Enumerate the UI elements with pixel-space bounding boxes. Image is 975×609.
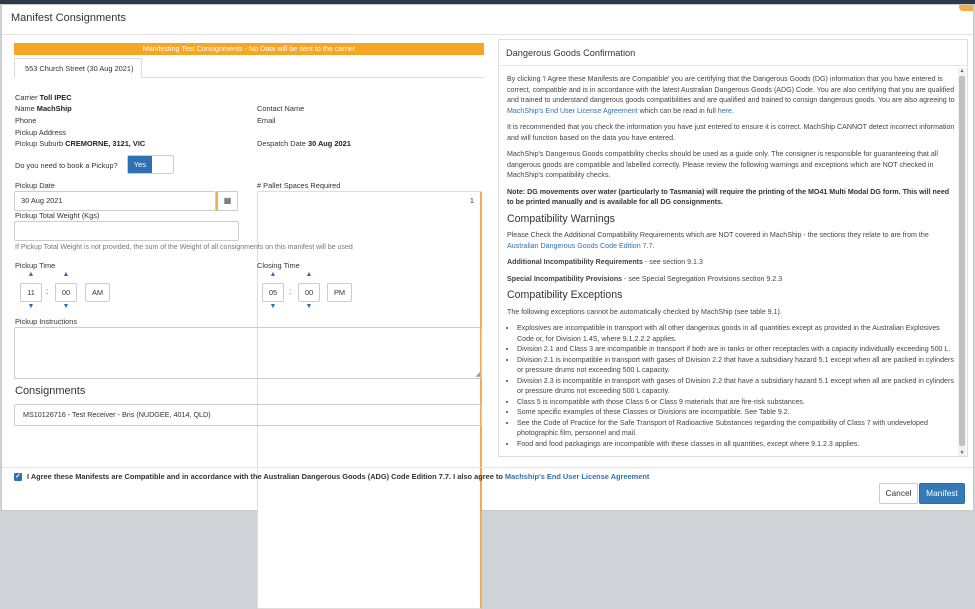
- dg-panel-title: Dangerous Goods Confirmation: [499, 40, 967, 66]
- agree-row: [14, 472, 649, 481]
- name-value: MachShip: [36, 104, 72, 113]
- email-label: Email: [257, 116, 276, 125]
- pickup-ampm-button[interactable]: AM: [85, 283, 110, 302]
- pickup-instructions-textarea[interactable]: [14, 327, 482, 379]
- agree-text: I Agree these Manifests are Compatible and in accordance with the Australian Dangerous Goods (ADG) Code Edition 7.7. I also agree to: [27, 472, 505, 481]
- p1-text: By clicking 'I Agree these Manifests are Compatible' you are certifying that the Dangerous Goods (DG) information that you have entered is correct, compatible and is in accordance with the latest Australian Dangerous Goods (ADG) Code. You are also certifying that you are qualified and trained to understand dangerous goods compatibilities and are qualified and trained to consign dangerous goods. You are also agreeing to: [507, 75, 955, 104]
- dg-paragraph-guide: MachShip's Dangerous Goods compatibility checks should be used as a guide only. The consigner is responsible for guaranteeing that all dangerous goods are compatible and labelled correctly. Please review the following warnings and exceptions which are NOT checked in MachShip's compatibility checks.: [507, 150, 938, 179]
- dg-paragraph-recommend: It is recommended that you check the information you have just entered to ensure it is correct. MachShip CANNOT detect incorrect information and will function based on the data you have entered.: [507, 123, 955, 142]
- phone-label: Phone: [15, 116, 37, 125]
- pickup-hour-up-icon[interactable]: ▲: [27, 271, 35, 278]
- toggle-yes[interactable]: Yes: [128, 156, 152, 173]
- pickup-hour-input[interactable]: 11: [20, 283, 42, 302]
- req1-rest: - see section 9.1.3: [642, 258, 703, 266]
- p5-end: .: [652, 241, 655, 250]
- calendar-icon[interactable]: ▦: [216, 191, 238, 211]
- warnings-heading: Compatibility Warnings: [507, 212, 615, 225]
- list-item: • Division 2.1 and Class 3 are incompatible in transport if both are in tanks or other receptacles with a capacity individually exceeding 500 L.: [517, 344, 955, 355]
- agree-checkbox[interactable]: ✓: [15, 473, 21, 481]
- close-icon[interactable]: [959, 5, 973, 11]
- closing-minute-down-icon[interactable]: ▼: [305, 303, 313, 310]
- pickup-weight-input[interactable]: [14, 221, 239, 241]
- exceptions-intro: The following exceptions cannot be automatically checked by MachShip (see table 9.1).: [507, 307, 782, 316]
- closing-minute-up-icon[interactable]: ▲: [305, 271, 313, 278]
- weight-hint: If Pickup Total Weight is not provided, the sum of the Weight of all consignments on this manifest will be used: [15, 244, 353, 251]
- here-link[interactable]: here: [717, 106, 732, 115]
- exceptions-list: [507, 323, 955, 449]
- tab-pickup-location[interactable]: 553 Church Street (30 Aug 2021): [14, 58, 142, 78]
- pickup-time-label: Pickup Time: [15, 261, 56, 270]
- pickup-address-label: Pickup Address: [15, 128, 66, 137]
- list-item: • Division 2.3 is incompatible in transport with gases of Division 2.2 that have a subsidiary hazard 5.1 except when all are packed in cylinders or pressure drums not exceeding 500 L capacity.: [517, 376, 955, 397]
- resize-grip-icon[interactable]: ◢: [475, 372, 480, 378]
- p1-end: .: [731, 106, 734, 115]
- pickup-date-input[interactable]: 30 Aug 2021: [14, 191, 216, 211]
- pickup-suburb-value: CREMORNE, 3121, VIC: [65, 139, 146, 148]
- dg-scrollbar[interactable]: [958, 68, 966, 456]
- p5-text: Please Check the Additional Compatibility Requirements which are NOT covered in MachShip - the sections they relate to are from the: [507, 231, 929, 239]
- pallet-spaces-input[interactable]: 1: [257, 191, 482, 609]
- pickup-hour-down-icon[interactable]: ▼: [27, 303, 35, 310]
- despatch-label: Despatch Date: [257, 139, 306, 148]
- book-pickup-label: Do you need to book a Pickup?: [15, 161, 118, 170]
- list-item: • Explosives are incompatible in transport with all other dangerous goods in all quantities except as provided in the Australian Explosives Code or, for Division 1.4S, where 9.1.2.2.2 applies.: [517, 323, 955, 344]
- dg-panel-body: [507, 74, 955, 449]
- manifest-button[interactable]: Manifest: [919, 483, 965, 504]
- req2-rest: - see Special Segregation Provisions section 9.2.3: [622, 274, 783, 283]
- dg-paragraph-warnings: [507, 230, 955, 251]
- scroll-down-icon[interactable]: ▼: [959, 450, 965, 456]
- req2-bold: Special Incompatibility Provisions: [507, 274, 623, 283]
- requirement-special: [507, 274, 955, 285]
- closing-hour-up-icon[interactable]: ▲: [269, 271, 277, 278]
- despatch-row: [257, 139, 351, 148]
- time-colon: :: [46, 287, 49, 296]
- list-item: • Class 5 is incompatible with those Class 6 or Class 9 materials that are fire-risk substances.: [517, 397, 955, 408]
- consignments-heading: Consignments: [15, 385, 86, 397]
- pickup-weight-label: Pickup Total Weight (Kgs): [15, 211, 100, 220]
- time-colon: :: [289, 287, 292, 296]
- pickup-suburb-row: [15, 139, 145, 148]
- dg-confirmation-panel: [498, 39, 968, 457]
- contact-name-label: Contact Name: [257, 104, 305, 113]
- manifest-form: [14, 39, 486, 469]
- dg-paragraph-note: Note: DG movements over water (particularly to Tasmania) will require the printing of the MO41 Multi Modal DG form. This will need to be printed manually and is available for all DG consignments.: [507, 187, 950, 206]
- pickup-minute-input[interactable]: 00: [55, 283, 77, 302]
- pickup-suburb-label: Pickup Suburb: [15, 139, 64, 148]
- eula-link[interactable]: MachShip's End User License Agreement: [507, 106, 638, 115]
- adg-code-link[interactable]: Australian Dangerous Goods Code Edition 7.7: [507, 241, 653, 250]
- carrier-value: Toll IPEC: [39, 93, 72, 102]
- test-mode-banner: Manifesting Test Consignments - No Data will be sent to the carrier: [14, 43, 484, 55]
- carrier-row: [15, 93, 72, 102]
- tab-divider: [142, 77, 484, 78]
- scroll-thumb[interactable]: [959, 76, 965, 446]
- closing-hour-input[interactable]: 05: [262, 283, 284, 302]
- name-label: Name: [15, 104, 35, 113]
- closing-minute-input[interactable]: 00: [298, 283, 320, 302]
- pickup-date-label: Pickup Date: [15, 181, 55, 190]
- closing-hour-down-icon[interactable]: ▼: [269, 303, 277, 310]
- eula-footer-link[interactable]: Machship's End User License Agreement: [504, 472, 650, 481]
- list-item: • Some specific examples of these Classes or Divisions are incompatible. See Table 9.2.: [517, 407, 955, 418]
- footer-divider: [2, 467, 973, 468]
- closing-ampm-button[interactable]: PM: [327, 283, 352, 302]
- list-item: • Division 2.1 is incompatible in transport with gases of Division 2.2 that have a subsidiary hazard 5.1 except when all are packed in cylinders or pressure drums not exceeding 500 L capacity.: [517, 355, 955, 376]
- consignment-list-item[interactable]: MS10126716 - Test Receiver - Bris (NUDGEE, 4014, QLD): [14, 404, 482, 426]
- name-row: [15, 104, 72, 113]
- scroll-up-icon[interactable]: ▲: [959, 68, 965, 74]
- pickup-minute-up-icon[interactable]: ▲: [62, 271, 70, 278]
- req1-bold: Additional Incompatibility Requirements: [507, 258, 643, 266]
- book-pickup-toggle[interactable]: [127, 155, 174, 174]
- modal-title: Manifest Consignments: [11, 12, 126, 24]
- despatch-value: 30 Aug 2021: [307, 139, 351, 148]
- list-item: • See the Code of Practice for the Safe Transport of Radioactive Substances regarding the compatibility of Class 7 with undeveloped photographic film, personnel and mail.: [517, 418, 955, 439]
- modal-header: [2, 5, 973, 35]
- pallet-spaces-label: # Pallet Spaces Required: [257, 181, 341, 190]
- cancel-button[interactable]: Cancel: [879, 483, 918, 504]
- pickup-minute-down-icon[interactable]: ▼: [62, 303, 70, 310]
- pickup-instructions-label: Pickup Instructions: [15, 317, 78, 326]
- p1-text-b: which can be read in full: [637, 106, 718, 115]
- exceptions-heading: Compatibility Exceptions: [507, 289, 623, 301]
- closing-time-label: Closing Time: [257, 261, 300, 270]
- list-item: • Food and food packagings are incompatible with these classes in all quantities, except where 9.1.2.3 applies.: [517, 439, 955, 450]
- carrier-label: Carrier: [15, 93, 38, 102]
- requirement-additional: [507, 257, 955, 268]
- manifest-modal: [1, 4, 974, 511]
- dg-paragraph-certify: [507, 74, 955, 116]
